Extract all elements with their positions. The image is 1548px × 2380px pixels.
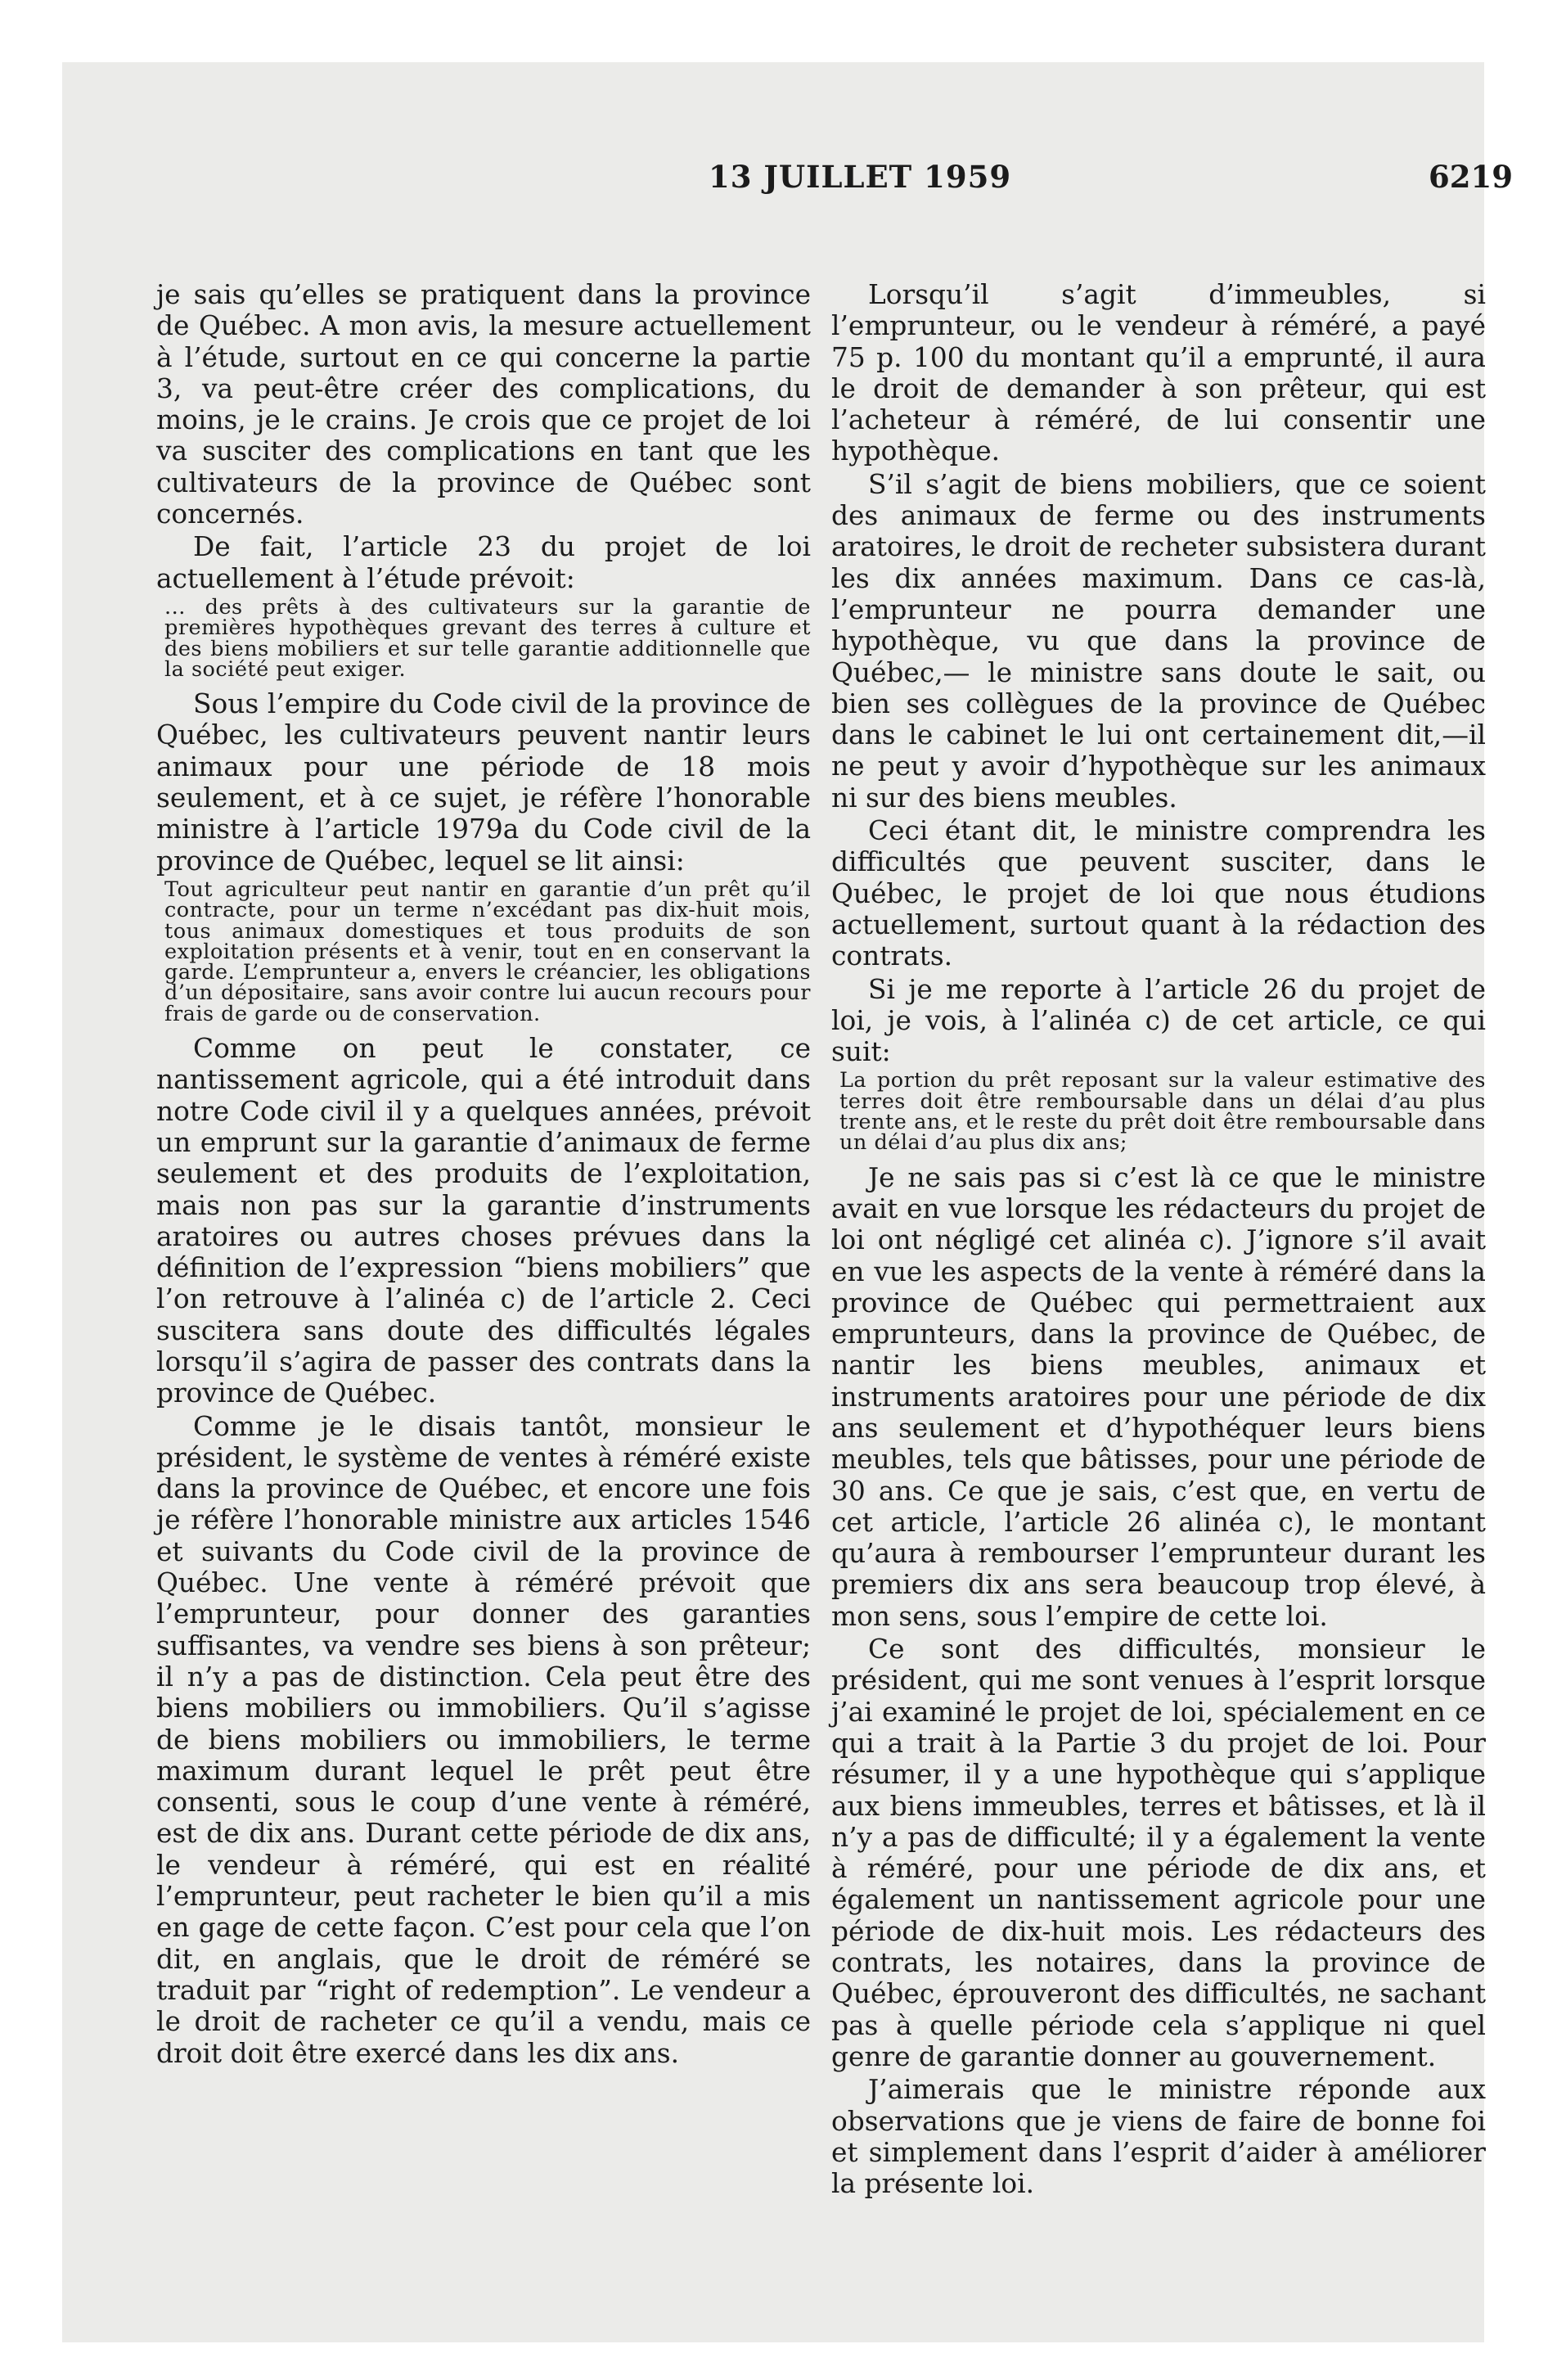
paragraph: Ce sont des difficultés, monsieur le président, qui me sont venues à l’esprit lorsque j’ai examiné le projet de loi, spécialement en ce qui a trait à la Partie 3 du projet de loi. Pour résumer, il y a une hypothèque qui s’applique aux biens immeubles, terres et bâtisses, et là il n’y a pas de difficulté; il y a également la vente à réméré, pour une période de dix ans, et également un nantissement agricole pour une période de dix-huit mois. Les rédacteurs des contrats, les notaires, dans la province de Québec, éprouveront des difficultés, ne sachant pas à quelle période cela s’applique ni quel genre de garantie donner au gouvernement. <box>831 1634 1486 2072</box>
paragraph: S’il s’agit de biens mobiliers, que ce soient des animaux de ferme ou des instruments aratoires, le droit de recheter subsistera durant les dix années maximum. Dans ce cas-là, l’emprunteur ne pourra demander une hypothèque, vu que dans la province de Québec,— le ministre sans doute le sait, ou bien ses collègues de la province de Québec dans le cabinet le lui ont certainement dit,—il ne peut y avoir d’hypothèque sur les animaux ni sur des biens meubles. <box>831 468 1486 814</box>
block-quote: ... des prêts à des cultivateurs sur la garantie de premières hypothèques grevant des terres à culture et des biens mobiliers et sur telle garantie additionnelle que la société peut exiger. <box>164 594 811 682</box>
paragraph: Comme on peut le constater, ce nantissement agricole, qui a été introduit dans notre Code civil il y a quelques années, prévoit un emprunt sur la garantie d’animaux de ferme seulement et des produits de l’exploitation, mais non pas sur la garantie d’instruments aratoires ou autres choses prévues dans la définition de l’expression “biens mobiliers” que l’on retrouve à l’alinéa c) de l’article 2. Ceci suscitera sans doute des difficultés légales lorsqu’il s’agira de passer des contrats dans la province de Québec. <box>156 1033 811 1409</box>
block-quote: Tout agriculteur peut nantir en garantie d’un prêt qu’il contracte, pour un terme n’excédant pas dix-huit mois, tous animaux domestiques et tous produits de son exploitation présents et à venir, tout en en conservant la garde. L’emprunteur a, envers le créancier, les obligations d’un dépositaire, sans avoir contre lui aucun recours pour frais de garde ou de conservation. <box>164 877 811 1026</box>
paragraph: Sous l’empire du Code civil de la province de Québec, les cultivateurs peuvent nantir leurs animaux pour une période de 18 mois seulement, et à ce sujet, je réfère l’honorable ministre à l’article 1979a du Code civil de la province de Québec, lequel se lit ainsi: <box>156 688 811 877</box>
paragraph: Lorsqu’il s’agit d’immeubles, si l’emprunteur, ou le vendeur à réméré, a payé 75 p. 100 du montant qu’il a emprunté, il aura le droit de demander à son prêteur, qui est l’acheteur à réméré, de lui consentir une hypothèque. <box>831 279 1486 467</box>
header-date: 13 JUILLET 1959 <box>709 159 1012 195</box>
paragraph: Comme je le disais tantôt, monsieur le président, le système de ventes à réméré existe dans la province de Québec, et encore une fois je réfère l’honorable ministre aux articles 1546 et suivants du Code civil de la province de Québec. Une vente à réméré prévoit que l’emprunteur, pour donner des garanties suffisantes, va vendre ses biens à son prêteur; il n’y a pas de distinction. Cela peut être des biens mobiliers ou immobiliers. Qu’il s’agisse de biens mobiliers ou immobiliers, le terme maximum durant lequel le prêt peut être consenti, sous le coup d’une vente à réméré, est de dix ans. Durant cette période de dix ans, le vendeur à réméré, qui est en réalité l’emprunteur, peut racheter le bien qu’il a mis en gage de cette façon. C’est pour cela que l’on dit, en anglais, que le droit de réméré se traduit par “right of redemption”. Le vendeur a le droit de racheter ce qu’il a vendu, mais ce droit doit être exercé dans les dix ans. <box>156 1410 811 2069</box>
paragraph: je sais qu’elles se pratiquent dans la province de Québec. A mon avis, la mesure actuellement à l’étude, surtout en ce qui concerne la partie 3, va peut-être créer des complications, du moins, je le crains. Je crois que ce projet de loi va susciter des complications en tant que les cultivateurs de la province de Québec sont concernés. <box>156 279 811 530</box>
paragraph: Si je me reporte à l’article 26 du projet de loi, je vois, à l’alinéa c) de cet article, ce qui suit: <box>831 973 1486 1068</box>
page-number: 6219 <box>1429 159 1513 195</box>
right-column <box>831 279 1486 2199</box>
page-header <box>62 159 1513 200</box>
scanned-page <box>62 62 1513 2342</box>
left-column <box>156 279 811 2069</box>
paragraph: De fait, l’article 23 du projet de loi actuellement à l’étude prévoit: <box>156 531 811 594</box>
paragraph: Je ne sais pas si c’est là ce que le ministre avait en vue lorsque les rédacteurs du projet de loi ont négligé cet alinéa c). J’ignore s’il avait en vue les aspects de la vente à réméré dans la province de Québec qui permettraient aux emprunteurs, dans la province de Québec, de nantir les biens meubles, animaux et instruments aratoires pour une période de dix ans seulement et d’hypothéquer leurs biens meubles, tels que bâtisses, pour une période de 30 ans. Ce que je sais, c’est que, en vertu de cet article, l’article 26 alinéa c), le montant qu’aura à rembourser l’emprunteur durant les premiers dix ans sera beaucoup trop élevé, à mon sens, sous l’empire de cette loi. <box>831 1161 1486 1632</box>
paragraph: J’aimerais que le ministre réponde aux observations que je viens de faire de bonne foi et simplement dans l’esprit d’aider à améliorer la présente loi. <box>831 2074 1486 2200</box>
block-quote: La portion du prêt reposant sur la valeur estimative des terres doit être remboursable dans un délai d’au plus trente ans, et le reste du prêt doit être remboursable dans un délai d’au plus dix ans; <box>839 1068 1486 1156</box>
paragraph: Ceci étant dit, le ministre comprendra les difficultés que peuvent susciter, dans le Québec, le projet de loi que nous étudions actuellement, surtout quant à la rédaction des contrats. <box>831 815 1486 972</box>
